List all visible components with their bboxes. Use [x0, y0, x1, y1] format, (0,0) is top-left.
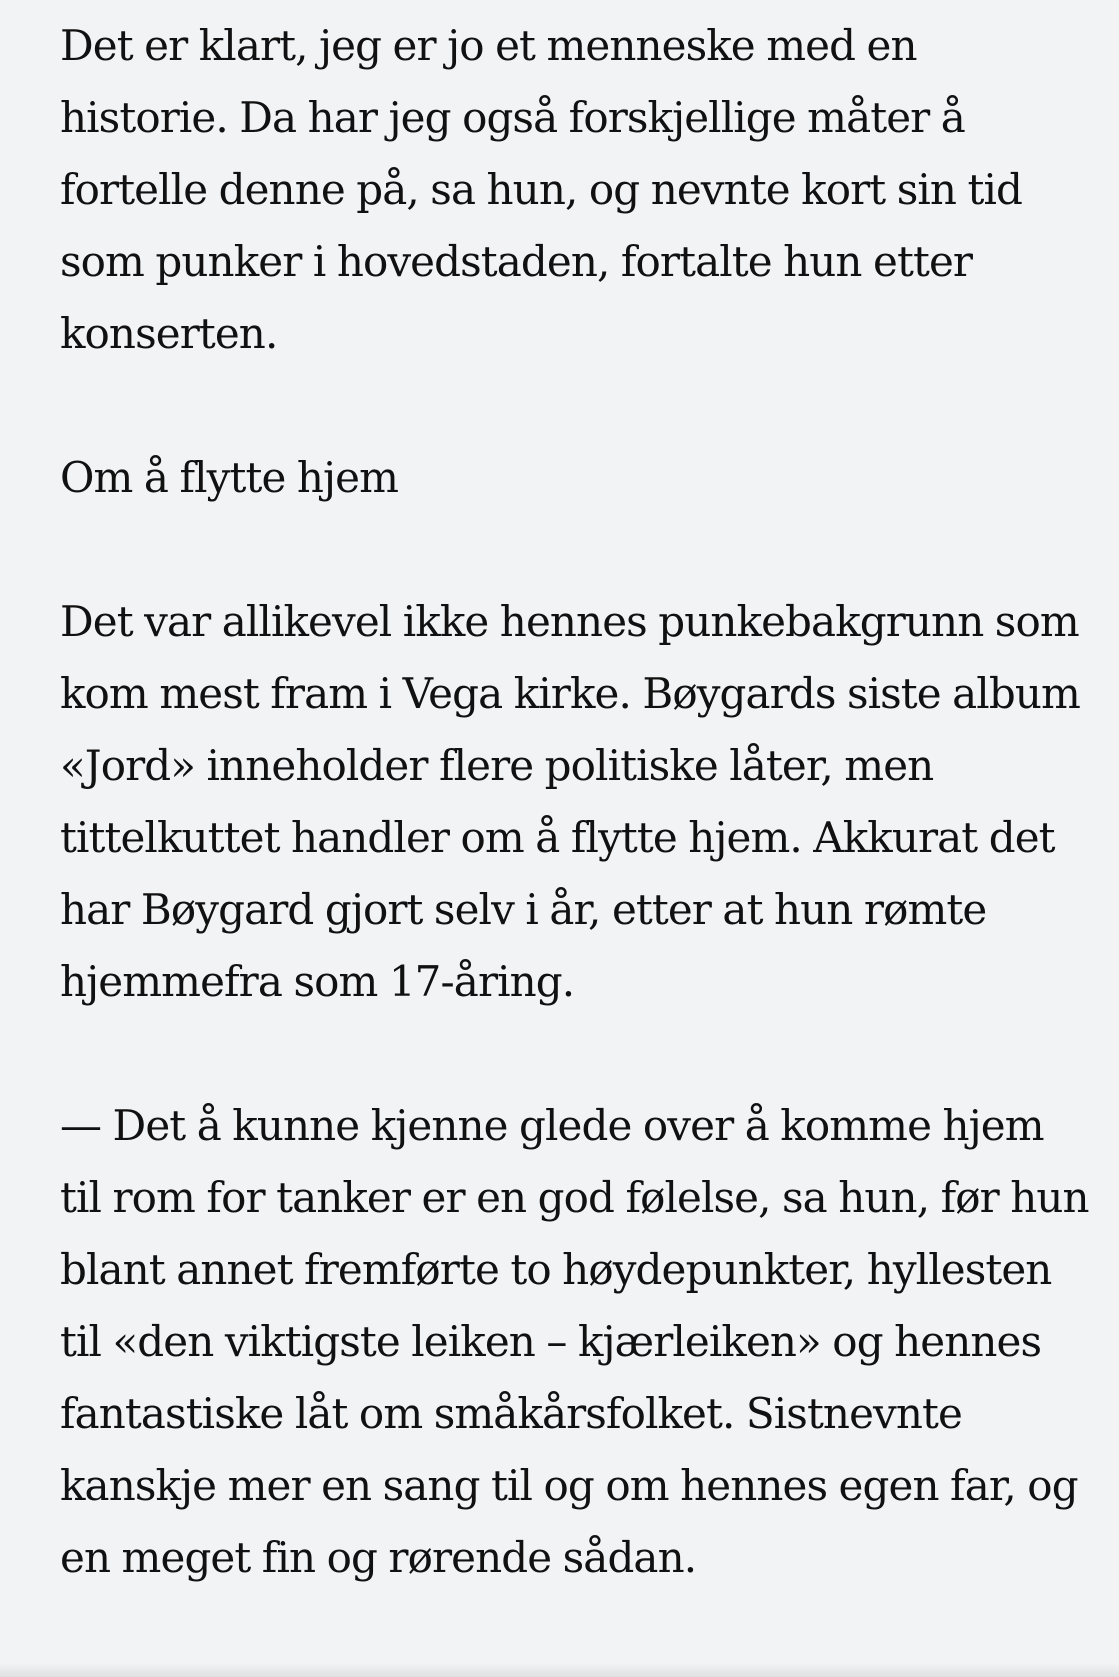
article-paragraph: Det er klart, jeg er jo et menneske med en historie. Da har jeg også forskjellige måter å fortelle denne på, sa hun, og nevnte kort sin tid som punker i hovedstaden, fortalte hun etter konserten.	[60, 21, 1022, 358]
article-paragraph: — Det å kunne kjenne glede over å komme hjem til rom for tanker er en god følelse, sa hun, før hun blant annet fremførte to høydepunkter, hyllesten til «den viktigste leiken – kjærleiken» og hennes fantastiske låt om småkårsfolket. Sistnevnte kanskje mer en sang til og om hennes egen far, og en meget fin og rørende sådan.	[60, 1101, 1089, 1582]
bottom-edge-shadow	[0, 1663, 1119, 1677]
article-subheading: Om å flytte hjem	[60, 453, 399, 502]
article-paragraph: Det var allikevel ikke hennes punkebakgrunn som kom mest fram i Vega kirke. Bøygards siste album «Jord» inneholder flere politiske låter, men tittelkuttet handler om å flytte hjem. Akkurat det har Bøygard gjort selv i år, etter at hun rømte hjemmefra som 17-åring.	[60, 597, 1080, 1006]
article-body	[60, 10, 1090, 1666]
